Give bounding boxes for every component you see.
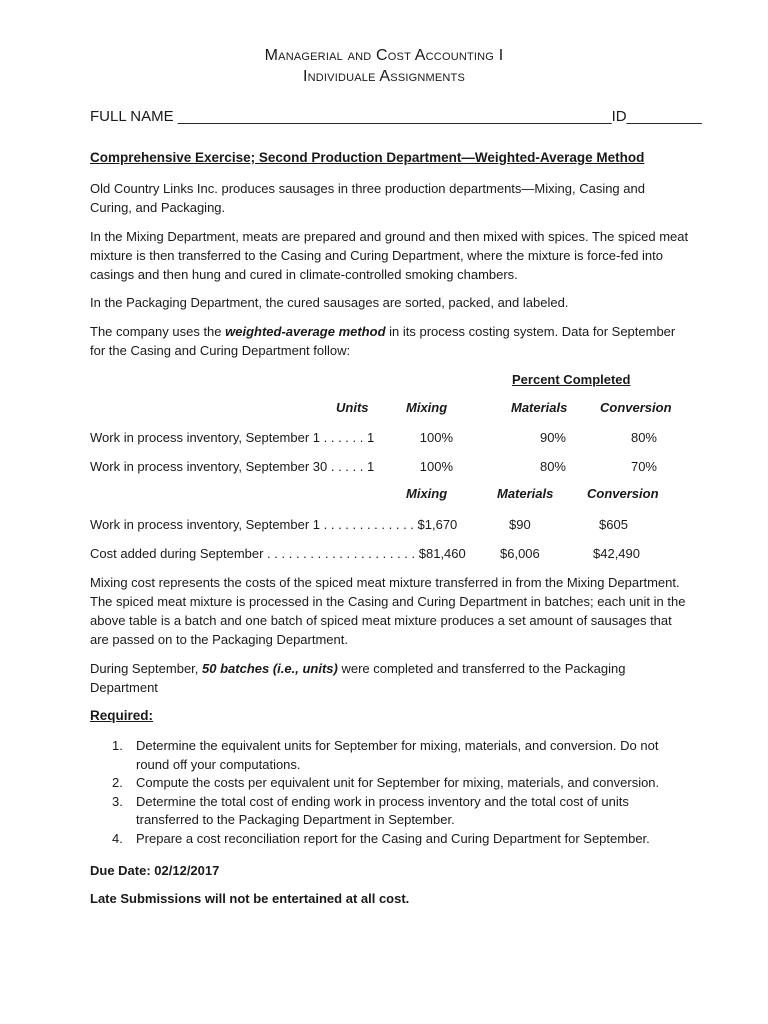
cost-row-conversion: $605: [599, 517, 628, 532]
required-item-text: Determine the total cost of ending work in process inventory and the total cost of units transferred to the Packaging Department in September.: [136, 793, 629, 827]
required-item-number: 4.: [112, 830, 123, 846]
cost-row-materials: $90: [509, 517, 531, 532]
method-paragraph: [90, 322, 690, 360]
intro-paragraph: Old Country Links Inc. produces sausages in three production departments—Mixing, Casing and Curing, and Packaging.: [90, 181, 645, 215]
required-list: [90, 737, 670, 848]
col-mixing-header: Mixing: [406, 400, 448, 415]
batches-text-pre: During September,: [90, 661, 203, 676]
units-row-label: Work in process inventory, September 1 . . . . . . 1: [90, 430, 375, 445]
cost-row-conversion: $42,490: [593, 546, 640, 561]
cost-col-materials-header: Materials: [497, 486, 554, 501]
units-row-mixing: 100%: [419, 459, 453, 474]
required-item-number: 3.: [112, 793, 123, 809]
units-row-mixing: 100%: [419, 430, 453, 445]
method-text-post: in its process costing system. Data for September for the Casing and Curing Department follow:: [90, 324, 676, 358]
document-subtitle: Individuale Assignments: [302, 68, 466, 85]
mixing-department-paragraph: In the Mixing Department, meats are prepared and ground and then mixed with spices. The spiced meat mixture is then transferred to the Casing and Curing Department, where the mixture is force-fed into casings and then hung and cured in climate-controlled smoking chambers.: [90, 229, 689, 282]
required-item-text: Prepare a cost reconciliation report for the Casing and Curing Department for September.: [136, 830, 650, 846]
method-text-pre: The company uses the: [90, 324, 226, 339]
cost-row-label: Cost added during September . . . . . . . . . . . . . . . . . . . . . $81,460: [90, 546, 466, 561]
units-row-conversion: 70%: [630, 459, 657, 474]
method-text-bold: weighted-average method: [225, 324, 386, 339]
batches-text-bold: 50 batches (i.e., units): [202, 661, 338, 676]
required-item: [90, 830, 670, 849]
required-item-text: Determine the equivalent units for September for mixing, materials, and conversion. Do not round off your computations.: [136, 738, 659, 772]
cost-row-label: Work in process inventory, September 1 . . . . . . . . . . . . . $1,670: [90, 517, 458, 532]
cost-col-conversion-header: Conversion: [587, 486, 659, 501]
packaging-paragraph: In the Packaging Department, the cured sausages are sorted, packed, and labeled.: [90, 295, 569, 310]
document-title: Managerial and Cost Accounting I: [264, 47, 504, 64]
required-heading: Required:: [90, 708, 154, 723]
col-conversion-header: Conversion: [600, 400, 672, 415]
units-row-conversion: 80%: [630, 430, 657, 445]
col-materials-header: Materials: [511, 400, 568, 415]
cost-row-materials: $6,006: [500, 546, 540, 561]
percent-completed-header: Percent Completed: [512, 372, 631, 387]
required-item: [90, 793, 670, 830]
due-date: Due Date: 02/12/2017: [90, 863, 220, 878]
mixing-cost-paragraph: Mixing cost represents the costs of the spiced meat mixture transferred in from the Mixing Department. The spiced meat mixture is processed in the Casing and Curing Department in batches; each unit in the above table is a batch and one batch of spiced meat mixture produces a set amount of sausages that are passed on to the Packaging Department.: [90, 575, 686, 647]
units-row-materials: 90%: [539, 430, 566, 445]
late-submission-note: Late Submissions will not be entertained at all cost.: [90, 891, 410, 906]
required-item-number: 2.: [112, 775, 123, 790]
required-item-number: 1.: [112, 738, 123, 753]
cost-col-mixing-header: Mixing: [406, 486, 448, 501]
required-item-text: Compute the costs per equivalent unit for September for mixing, materials, and conversion.: [136, 775, 660, 790]
required-item: [90, 774, 670, 793]
col-units-header: Units: [336, 400, 369, 415]
units-row-label: Work in process inventory, September 30 . . . . . 1: [90, 459, 375, 474]
required-item: [90, 737, 670, 774]
units-row-materials: 80%: [539, 459, 566, 474]
full-name-id-line: FULL NAME ____________________________________________________ID_________: [90, 108, 702, 125]
batches-text-post: were completed and transferred to the Packaging Department: [90, 661, 626, 695]
exercise-heading: Comprehensive Exercise; Second Production Department—Weighted-Average Method: [90, 150, 645, 165]
batches-paragraph: [90, 659, 690, 697]
